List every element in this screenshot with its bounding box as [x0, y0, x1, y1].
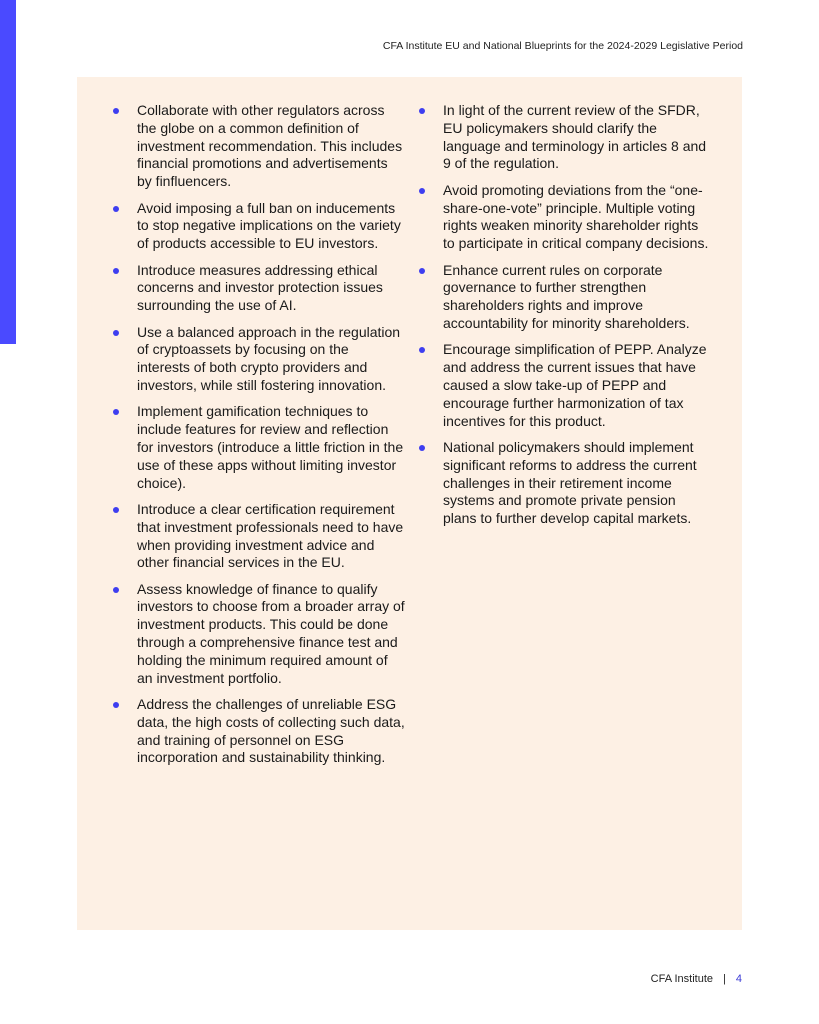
list-item: [419, 262, 709, 333]
list-item-text: Assess knowledge of finance to qualify investors to choose from a broader array of investment products. This could be done through a comprehensive finance test and holding the minimum required amount of an investment portfolio.: [137, 580, 405, 686]
list-item: [113, 200, 405, 253]
list-item-text: Avoid imposing a full ban on inducements to stop negative implications on the variety of products accessible to EU investors.: [137, 199, 401, 252]
bullet-icon: [419, 445, 425, 451]
list-item-text: Collaborate with other regulators across the globe on a common definition of investment recommendation. This includes financial promotions and advertisements by finfluencers.: [137, 102, 403, 190]
list-item-text: Introduce measures addressing ethical concerns and investor protection issues surrounding the use of AI.: [137, 261, 383, 314]
list-item: [113, 324, 405, 395]
list-item-text: Encourage simplification of PEPP. Analyze and address the current issues that have caused a slow take-up of PEPP and encourage further harmonization of tax incentives for this product.: [443, 341, 707, 429]
list-item-text: Address the challenges of unreliable ESG data, the high costs of collecting such data, and training of personnel on ESG incorporation and sustainability thinking.: [137, 696, 405, 766]
side-accent-bar: [0, 0, 16, 344]
list-item-text: National policymakers should implement significant reforms to address the current challenges in their retirement income systems and promote private pension plans to further develop capital markets.: [443, 438, 697, 527]
left-column-list: [113, 102, 405, 776]
bullet-icon: [419, 108, 425, 114]
list-item: [113, 262, 405, 315]
list-item-text: Avoid promoting deviations from the “one-share-one-vote” principle. Multiple voting rights weaken minority shareholder rights to participate in critical company decisions.: [443, 181, 709, 252]
footer-separator: |: [723, 973, 726, 985]
bullet-icon: [113, 409, 119, 415]
footer-organization: CFA Institute: [650, 973, 714, 985]
list-item: [419, 182, 709, 253]
bullet-icon: [419, 347, 425, 353]
list-item: [113, 696, 405, 767]
bullet-icon: [419, 188, 425, 194]
list-item-text: In light of the current review of the SFDR, EU policymakers should clarify the language and terminology in articles 8 and 9 of the regulation.: [443, 102, 707, 172]
bullet-icon: [113, 507, 119, 513]
list-item: [113, 501, 405, 572]
recommendations-panel: [77, 77, 742, 930]
bullet-icon: [113, 108, 119, 114]
bullet-icon: [113, 206, 119, 212]
page-footer: [651, 973, 742, 985]
list-item: [113, 102, 405, 191]
bullet-icon: [113, 587, 119, 593]
bullet-icon: [113, 268, 119, 274]
right-column-list: [419, 102, 709, 537]
running-header: CFA Institute EU and National Blueprints for the 2024-2029 Legislative Period: [382, 40, 743, 52]
bullet-icon: [113, 702, 119, 708]
list-item-text: Use a balanced approach in the regulation of cryptoassets by focusing on the interests of both crypto providers and investors, while still fostering innovation.: [137, 323, 401, 393]
list-item: [419, 341, 709, 430]
bullet-icon: [113, 330, 119, 336]
list-item: [113, 403, 405, 492]
list-item-text: Enhance current rules on corporate governance to further strengthen shareholders rights and improve accountability for minority shareholders.: [443, 261, 690, 331]
list-item-text: Implement gamification techniques to include features for review and reflection for investors (introduce a little friction in the use of these apps without limiting investor choice).: [137, 403, 404, 491]
bullet-icon: [419, 268, 425, 274]
list-item: [113, 581, 405, 688]
page-number: 4: [735, 973, 742, 985]
list-item: [419, 102, 709, 173]
list-item-text: Introduce a clear certification requirement that investment professionals need to have when providing investment advice and other financial services in the EU.: [137, 500, 404, 571]
list-item: [419, 439, 709, 528]
